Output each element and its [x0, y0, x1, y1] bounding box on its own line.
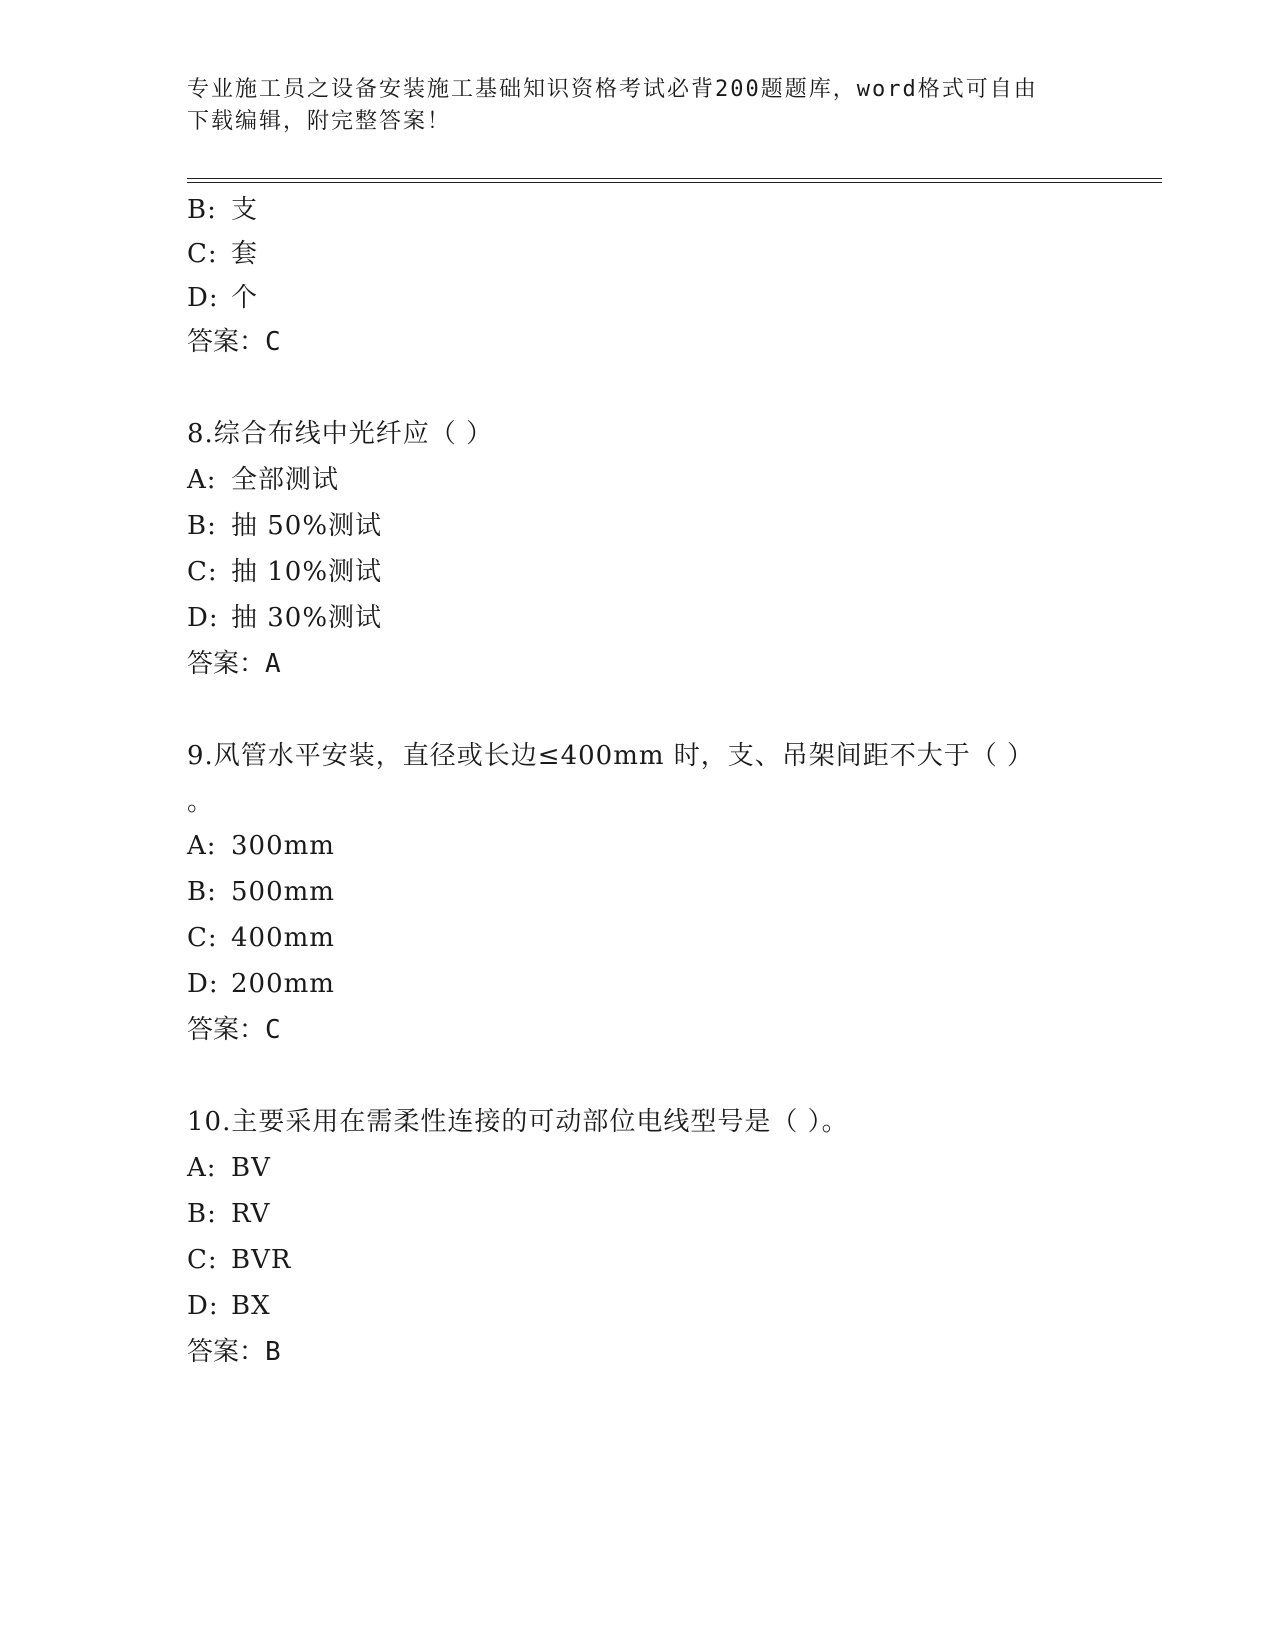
option-text: 500mm: [231, 877, 335, 907]
header-divider-bottom: [187, 182, 1162, 183]
q8-option-a: [187, 464, 339, 496]
q9-stem: 9.风管水平安装，直径或长边≤400mm 时，支、吊架间距不大于（ ）: [187, 741, 1035, 771]
option-label: D:: [187, 283, 219, 313]
option-text: 个: [231, 283, 259, 313]
q10-option-c: [187, 1244, 291, 1276]
q8-stem: 8.综合布线中光纤应（ ）: [187, 419, 494, 449]
option-label: B:: [187, 1199, 217, 1229]
option-label: C:: [187, 1245, 218, 1275]
option-label: D:: [187, 603, 219, 633]
option-text: 200mm: [231, 969, 335, 999]
q10-option-b: [187, 1198, 270, 1230]
option-text: 抽 10%测试: [231, 557, 383, 587]
option-text: 抽 50%测试: [231, 511, 383, 541]
option-text: BX: [231, 1291, 271, 1321]
option-label: C:: [187, 557, 218, 587]
option-label: B:: [187, 195, 217, 225]
option-label: A:: [187, 465, 217, 495]
q9-option-a: [187, 830, 335, 862]
option-text: 支: [231, 195, 259, 225]
option-text: 300mm: [231, 831, 335, 861]
q9-option-c: [187, 922, 335, 954]
option-label: A:: [187, 831, 217, 861]
option-label: D:: [187, 969, 219, 999]
q8-option-c: [187, 556, 382, 588]
option-label: B:: [187, 511, 217, 541]
option-text: 400mm: [231, 923, 335, 953]
q9-option-d: [187, 968, 335, 1000]
option-text: 全部测试: [231, 465, 340, 495]
q7-option-b: [187, 194, 258, 226]
q10-option-a: [187, 1152, 271, 1184]
q7-option-d: [187, 282, 258, 314]
option-label: A:: [187, 1153, 217, 1183]
header-line-1: 专业施工员之设备安装施工基础知识资格考试必背200题题库，word格式可自由: [187, 77, 1038, 102]
q10-answer: 答案：B: [187, 1337, 281, 1367]
option-text: 抽 30%测试: [231, 603, 383, 633]
q8-option-b: [187, 510, 382, 542]
header-divider-top: [187, 178, 1162, 179]
q7-option-c: [187, 238, 258, 270]
option-text: BV: [231, 1153, 271, 1183]
option-text: RV: [231, 1199, 271, 1229]
document-header: [187, 74, 1067, 138]
q9-answer: 答案：C: [187, 1015, 281, 1045]
option-label: C:: [187, 923, 218, 953]
q9-stem-continuation: 。: [187, 787, 215, 817]
q8-answer: 答案：A: [187, 649, 281, 679]
q7-answer: 答案：C: [187, 327, 281, 357]
option-text: BVR: [231, 1245, 292, 1275]
q8-option-d: [187, 602, 382, 634]
option-label: D:: [187, 1291, 219, 1321]
q9-option-b: [187, 876, 335, 908]
q10-option-d: [187, 1290, 271, 1322]
option-label: C:: [187, 239, 218, 269]
option-label: B:: [187, 877, 217, 907]
q10-stem: 10.主要采用在需柔性连接的可动部位电线型号是（ ）。: [187, 1107, 849, 1137]
option-text: 套: [231, 239, 259, 269]
header-line-2: 下载编辑，附完整答案！: [187, 109, 452, 134]
